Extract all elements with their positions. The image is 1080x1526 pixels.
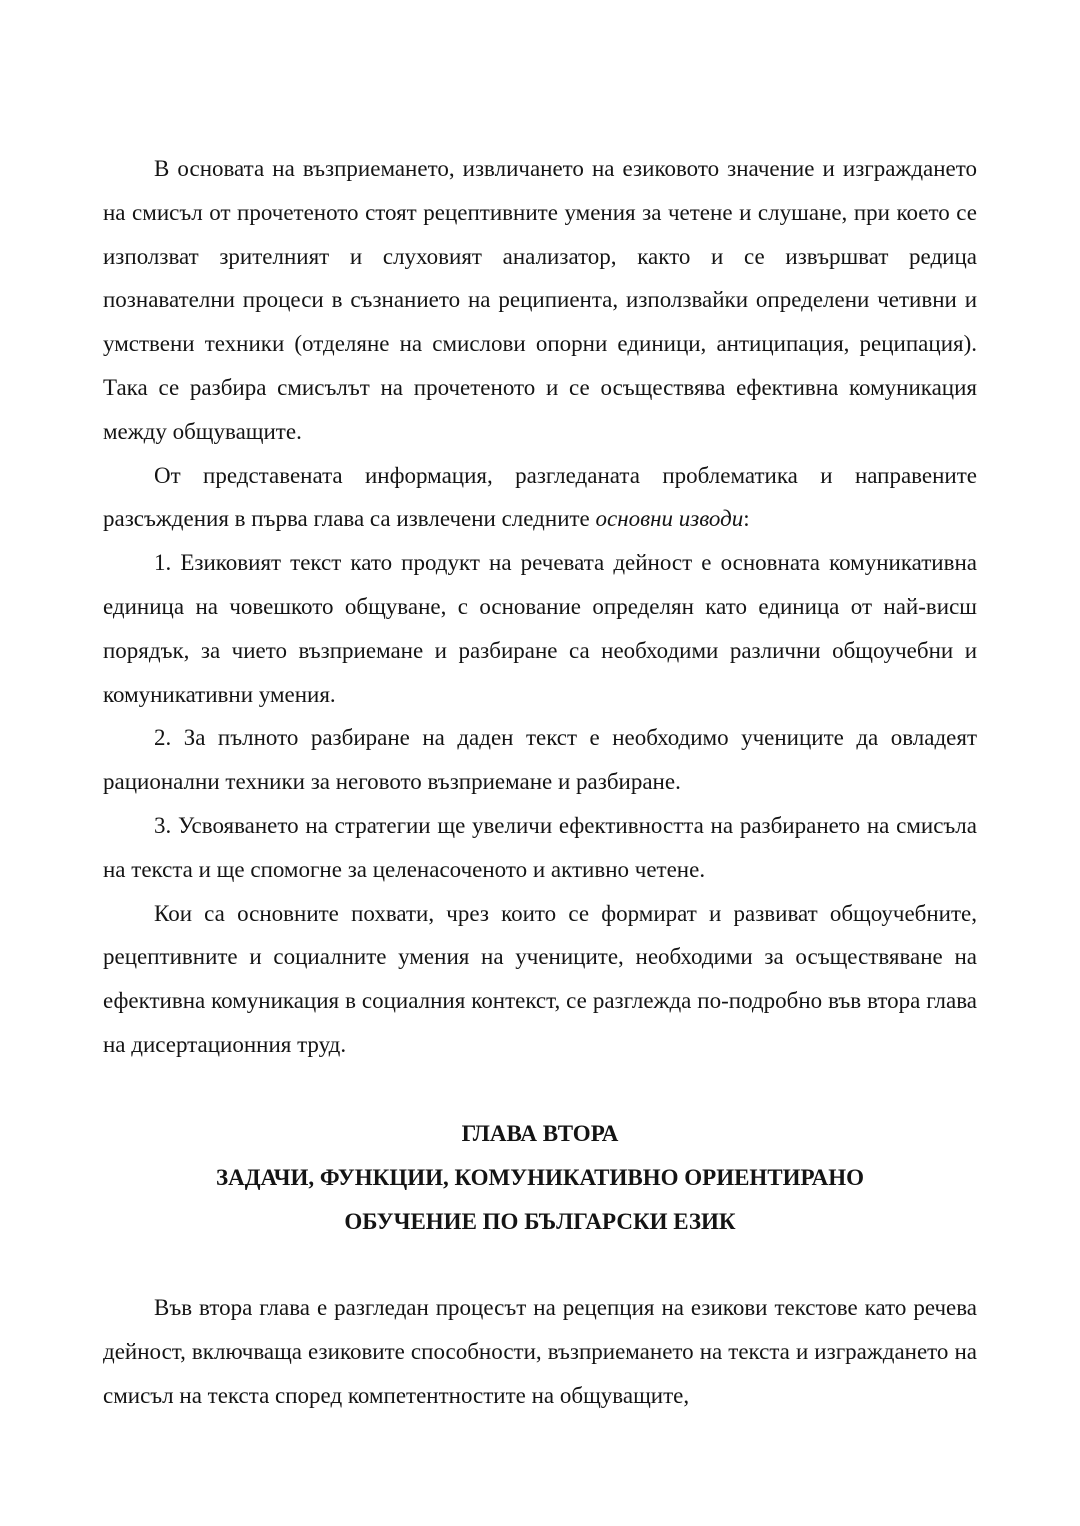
conclusion-item-3: 3. Усвояването на стратегии ще увеличи ефективността на разбирането на смисъла на текста и ще спомогне за целенасоченото и активно четене. [103, 812, 977, 882]
chapter-two-intro [103, 1286, 977, 1417]
conclusion-item-1: 1. Езиковият текст като продукт на речевата дейност е основната комуникативна единица на човешкото общуване, с основание определян като единица от най-висш порядък, за чието възприемане и разбиране са необходими различни общоучебни и комуникативни умения. [103, 550, 977, 707]
conclusion-item-2: 2. За пълното разбиране на даден текст е необходимо учениците да овладеят рационални техники за неговото възприемане и разбиране. [103, 725, 977, 795]
paragraph-transition: Кои са основните похвати, чрез които се формират и развиват общоучебните, рецептивните и социалните умения на учениците, необходими за осъществяване на ефективна комуникация в социалния контекст, се разглежда по-подробно във втора глава на дисертационния труд. [103, 900, 977, 1057]
paragraph-chapter-two-overview: Във втора глава е разгледан процесът на рецепция на езикови текстове като речева дейност, включваща езиковите способности, възприемането на текста и изграждането на смисъл на текста според компетентностите на общуващите, [103, 1295, 977, 1408]
chapter-number: ГЛАВА ВТОРА [461, 1121, 619, 1146]
paragraph-conclusions-intro [103, 454, 977, 542]
conclusions-intro-colon: : [743, 506, 750, 532]
chapter-title-line-2: ОБУЧЕНИЕ ПО БЪЛГАРСКИ ЕЗИК [344, 1208, 736, 1234]
chapter-title-line-1: ЗАДАЧИ, ФУНКЦИИ, КОМУНИКАТИВНО ОРИЕНТИРАНО [215, 1164, 865, 1190]
main-conclusions-emphasis: основни изводи [595, 506, 744, 532]
paragraph-reception-skills: В основата на възприемането, извличането на езиковото значение и изграждането на смисъл от прочетеното стоят рецептивните умения за четене и слушане, при което се използват зрителният и слуховият анализатор, както и се извършват редица познавателни процеси в съзнанието на реципиента, използвайки определени четивни и умствени техники (отделяне на смислови опорни единици, антиципация, реципация). Така се разбира смисълът на прочетеното и се осъществява ефективна комуникация между общуващите. [103, 156, 977, 444]
chapter-heading [103, 1112, 977, 1243]
chapter-one-conclusion [103, 147, 977, 1067]
conclusions-intro-text: От представената информация, разгледаната проблематика и направените разсъждения в първа глава са извлечени следните [103, 462, 977, 532]
